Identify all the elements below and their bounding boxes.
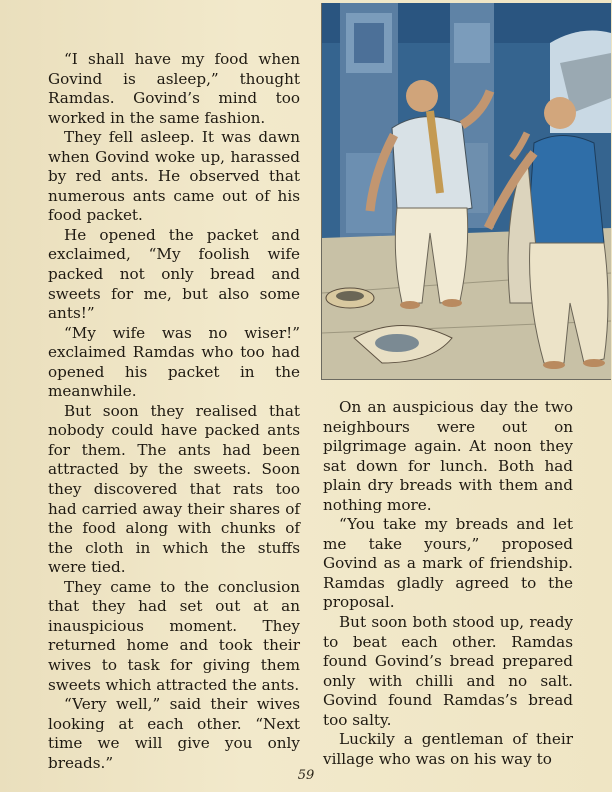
illustration-art — [322, 3, 611, 379]
paragraph: But soon they realised that nobody could have packed ants for them. The ants had been attracted by the sweets. Soon they discovered that rats too had carried away their shares of the food along with chunks of the cloth in which the stuffs were tied. — [48, 401, 300, 577]
paragraph: They came to the conclusion that they had set out at an inauspicious moment. They returned home and took their wives to task for giving them sweets which attracted the ants. — [48, 577, 300, 694]
paragraph: They fell asleep. It was dawn when Govind woke up, harassed by red ants. He observed that numerous ants came out of his food packet. — [48, 128, 300, 225]
left-text-column — [48, 50, 300, 773]
story-illustration — [321, 3, 611, 380]
right-text-column — [323, 398, 573, 769]
paragraph: “Very well,” said their wives looking at each other. “Next time we will give you only breads.” — [48, 695, 300, 772]
paragraph: On an auspicious day the two neighbours were out on pilgrimage again. At noon they sat down for lunch. Both had plain dry breads with them and nothing more. — [323, 398, 573, 514]
page-number: 59 — [297, 768, 315, 783]
paragraph: “My wife was no wiser!” exclaimed Ramdas who too had opened his packet in the meanwhile. — [48, 323, 300, 401]
paragraph: But soon both stood up, ready to beat each other. Ramdas found Govind’s bread prepared only with chilli and no salt. Govind found Ramdas’s bread too salty. — [323, 613, 573, 729]
paragraph: “I shall have my food when Govind is asleep,” thought Ramdas. Govind’s mind too worked in the same fashion. — [48, 50, 300, 127]
paragraph: Luckily a gentleman of their village who was on his way to — [323, 730, 573, 768]
paragraph: “You take my breads and let me take yours,” proposed Govind as a mark of friendship. Ramdas gladly agreed to the proposal. — [323, 515, 573, 612]
paragraph: He opened the packet and exclaimed, “My foolish wife packed not only bread and sweets for me, but also some ants!” — [48, 225, 300, 323]
